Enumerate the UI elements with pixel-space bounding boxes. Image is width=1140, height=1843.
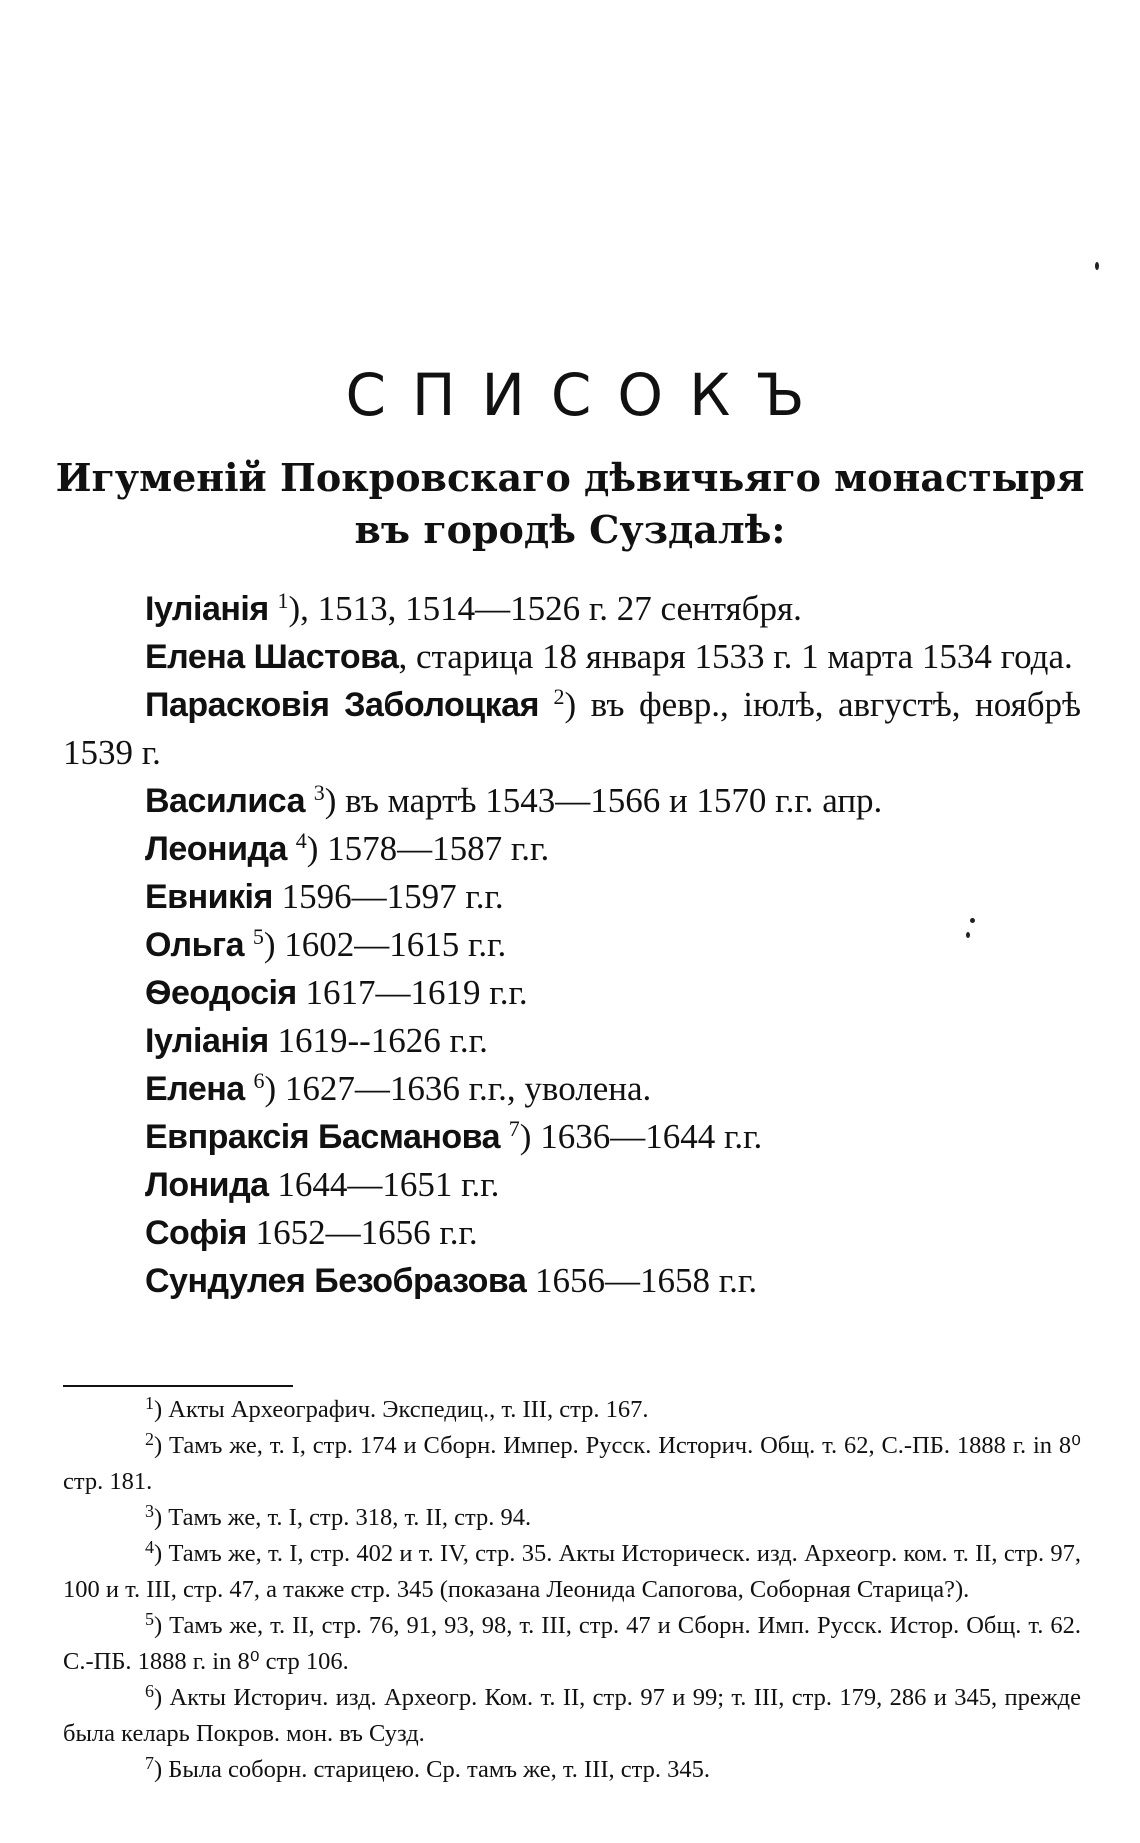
entry-dates: ) въ мартѣ 1543—1566 и 1570 г.г. апр. xyxy=(324,781,883,820)
footnote-ref: 1 xyxy=(277,588,289,613)
list-item xyxy=(63,681,1081,777)
entry-dates: 1656—1658 г.г. xyxy=(526,1261,758,1300)
entry-dates: ) 1636—1644 г.г. xyxy=(519,1117,763,1156)
footnote-ref: 3 xyxy=(313,780,325,805)
footnote-text: ) Тамъ же, т. I, стр. 318, т. II, стр. 94. xyxy=(154,1504,532,1531)
entry-name: Ѳеодосія xyxy=(145,974,297,1012)
footnote-number: 1 xyxy=(145,1393,154,1413)
footnote-ref: 6 xyxy=(253,1068,265,1093)
footnote-ref: 5 xyxy=(252,924,264,949)
list-item xyxy=(63,873,1081,921)
entry-name: Сундулея Безобразова xyxy=(145,1262,527,1300)
list-item xyxy=(63,1065,1081,1113)
entry-dates: 1652—1656 г.г. xyxy=(246,1213,478,1252)
entry-name: Евпраксія Басманова xyxy=(145,1118,501,1156)
footnote xyxy=(63,1428,1081,1500)
footnotes xyxy=(63,1392,1081,1788)
entry-name: Василиса xyxy=(145,782,306,820)
entry-name: Парасковія Заболоцкая xyxy=(145,686,539,724)
subtitle-line-1: Игуменій Покровскаго дѣвичьяго монастыря xyxy=(55,455,1085,500)
footnote-number: 5 xyxy=(145,1609,154,1629)
entry-name: Леонида xyxy=(145,830,287,868)
footnote-ref: 2 xyxy=(553,684,565,709)
entry-dates: 1617—1619 г.г. xyxy=(296,973,528,1012)
list-item xyxy=(63,969,1081,1017)
list-item xyxy=(63,585,1081,633)
list-item xyxy=(63,633,1081,681)
footnote-text: ) Тамъ же, т. I, стр. 402 и т. IV, стр. 35. Акты Историческ. изд. Археогр. ком. т. II, стр. 97, 100 и т. III, стр. 47, а также стр. 345 (показана Леонида Сапогова, Соборная Старица?). xyxy=(63,1540,1081,1603)
footnote xyxy=(63,1752,1081,1788)
entry-dates: 1644—1651 г.г. xyxy=(268,1165,500,1204)
footnote xyxy=(63,1500,1081,1536)
list-item xyxy=(63,1017,1081,1065)
footnote-number: 3 xyxy=(145,1501,154,1521)
entry-dates: ) 1627—1636 г.г., уволена. xyxy=(264,1069,652,1108)
list-item xyxy=(63,921,1081,969)
entry-name: Евникія xyxy=(145,878,273,916)
subtitle-line-2: въ городѣ Суздалѣ: xyxy=(354,507,786,552)
entry-dates: ) 1578—1587 г.г. xyxy=(306,829,550,868)
footnote-text: ) Тамъ же, т. II, стр. 76, 91, 93, 98, т. III, стр. 47 и Сборн. Имп. Русск. Истор. Общ. т. 62. С.-ПБ. 1888 г. in 8⁰ стр 106. xyxy=(63,1612,1081,1675)
entry-dates: , старица 18 января 1533 г. 1 марта 1534 года. xyxy=(398,637,1073,676)
footnote-number: 6 xyxy=(145,1681,154,1701)
entry-name: Лонида xyxy=(145,1166,269,1204)
footnote-number: 2 xyxy=(145,1429,154,1449)
list-item xyxy=(63,1257,1081,1305)
footnote-text: ) Акты Археографич. Экспедиц., т. III, стр. 167. xyxy=(154,1396,649,1423)
entry-dates: ) въ февр., іюлѣ, августѣ, ноябрѣ 1539 г. xyxy=(63,685,1082,772)
entry-name: Елена xyxy=(145,1070,245,1108)
list-item xyxy=(63,1161,1081,1209)
footnote-text: ) Была соборн. старицею. Ср. тамъ же, т. III, стр. 345. xyxy=(154,1756,710,1783)
entry-dates: 1596—1597 г.г. xyxy=(272,877,504,916)
footnote xyxy=(63,1680,1081,1752)
footnote-text: ) Акты Историч. изд. Археогр. Ком. т. II, стр. 97 и 99; т. III, стр. 179, 286 и 345, прежде была келарь Покров. мон. въ Сузд. xyxy=(63,1684,1081,1747)
footnote-text: ) Тамъ же, т. I, стр. 174 и Сборн. Импер. Русск. Историч. Общ. т. 62, С.-ПБ. 1888 г. in 8⁰ стр. 181. xyxy=(63,1432,1081,1495)
entry-name: Іуліанія xyxy=(145,590,269,628)
entry-name: Софія xyxy=(145,1214,247,1252)
footnote xyxy=(63,1608,1081,1680)
abbess-list xyxy=(63,585,1081,1305)
footnote-divider xyxy=(63,1385,293,1387)
entry-name: Іуліанія xyxy=(145,1022,269,1060)
page-title: СПИСОКЪ xyxy=(345,361,831,429)
list-item xyxy=(63,825,1081,873)
entry-dates: 1619--1626 г.г. xyxy=(268,1021,488,1060)
footnote-number: 7 xyxy=(145,1753,154,1773)
list-item xyxy=(63,1113,1081,1161)
ink-speck xyxy=(1095,262,1099,270)
list-item xyxy=(63,1209,1081,1257)
footnote-ref: 4 xyxy=(295,828,307,853)
entry-dates: ), 1513, 1514—1526 г. 27 сентября. xyxy=(288,589,802,628)
entry-name: Елена Шастова xyxy=(145,638,399,676)
footnote-number: 4 xyxy=(145,1537,154,1557)
list-item xyxy=(63,777,1081,825)
footnote xyxy=(63,1392,1081,1428)
entry-dates: ) 1602—1615 г.г. xyxy=(263,925,507,964)
entry-name: Ольга xyxy=(145,926,245,964)
footnote-ref: 7 xyxy=(508,1116,520,1141)
footnote xyxy=(63,1536,1081,1608)
